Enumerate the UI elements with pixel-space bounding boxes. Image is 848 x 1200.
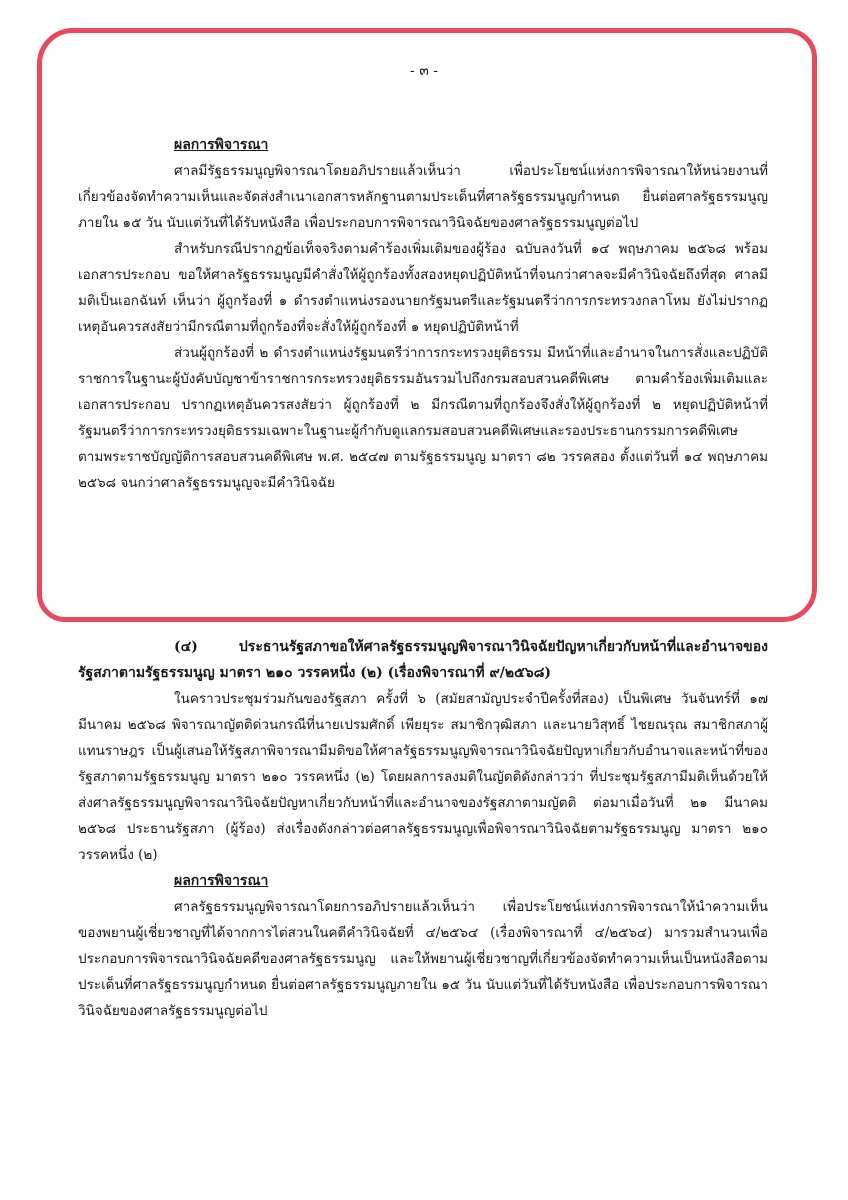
section-b-heading: ผลการพิจารณา bbox=[174, 873, 269, 889]
section-a-heading: ผลการพิจารณา bbox=[174, 137, 269, 153]
case-result-paragraph: ศาลรัฐธรรมนูญพิจารณาโดยการอภิปรายแล้วเห็นว่า เพื่อประโยชน์แห่งการพิจารณาให้นำความเห็นของพยานผู้เชี่ยวชาญที่ได้จากการไต่สวนในคดีคำวินิจฉัยที่ ๔/๒๕๖๔ (เรื่องพิจารณาที่ ๔/๒๕๖๔) มารวมสำนวนเพื่อประกอบการพิจารณาวินิจฉัยคดีของศาลรัฐธรรมนูญ และให้พยานผู้เชี่ยวชาญที่เกี่ยวข้องจัดทำความเห็นเป็นหนังสือตามประเด็นที่ศาลรัฐธรรมนูญกำหนด ยื่นต่อศาลรัฐธรรมนูญภายใน ๑๕ วัน นับแต่วันที่ได้รับหนังสือ เพื่อประกอบการพิจารณาวินิจฉัยของศาลรัฐธรรมนูญต่อไป bbox=[78, 899, 768, 1019]
section-a-paragraph-2: สำหรับกรณีปรากฏข้อเท็จจริงตามคำร้องเพิ่มเติมของผู้ร้อง ฉบับลงวันที่ ๑๔ พฤษภาคม ๒๕๖๘ พร้อมเอกสารประกอบ ขอให้ศาลรัฐธรรมนูญมีคำสั่งให้ผู้ถูกร้องทั้งสองหยุดปฏิบัติหน้าที่จนกว่าศาลจะมีคำวินิจฉัยถึงที่สุด ศาลมีมติเป็นเอกฉันท์ เห็นว่า ผู้ถูกร้องที่ ๑ ดำรงตำแหน่งรองนายกรัฐมนตรีและรัฐมนตรีว่าการกระทรวงกลาโหม ยังไม่ปรากฏเหตุอันควรสงสัยว่ามีกรณีตามที่ถูกร้องที่จะสั่งให้ผู้ถูกร้องที่ ๑ หยุดปฏิบัติหน้าที่ bbox=[78, 241, 768, 335]
case-facts-paragraph: ในคราวประชุมร่วมกันของรัฐสภา ครั้งที่ ๖ (สมัยสามัญประจำปีครั้งที่สอง) เป็นพิเศษ วันจันทร์ที่ ๑๗ มีนาคม ๒๕๖๘ พิจารณาญัตติด่วนกรณีที่นายเปรมศักดิ์ เพียยุระ สมาชิกวุฒิสภา และนายวิสุทธิ์ ไชยณรุณ สมาชิกสภาผู้แทนราษฎร เป็นผู้เสนอให้รัฐสภาพิจารณามีมติขอให้ศาลรัฐธรรมนูญพิจารณาวินิจฉัยปัญหาเกี่ยวกับอำนาจและหน้าที่ของรัฐสภาตามรัฐธรรมนูญ มาตรา ๒๑๐ วรรคหนึ่ง (๒) โดยผลการลงมติในญัตติดังกล่าวว่า ที่ประชุมรัฐสภามีมติเห็นด้วยให้ส่งศาลรัฐธรรมนูญพิจารณาวินิจฉัยปัญหาเกี่ยวกับหน้าที่และอำนาจของรัฐสภาตามญัตติ ต่อมาเมื่อวันที่ ๒๑ มีนาคม ๒๕๖๘ ประธานรัฐสภา (ผู้ร้อง) ส่งเรื่องดังกล่าวต่อศาลรัฐธรรมนูญเพื่อพิจารณาวินิจฉัยตามรัฐธรรมนูญ มาตรา ๒๑๐ วรรคหนึ่ง (๒) bbox=[78, 691, 768, 863]
section-a-paragraph-1: ศาลมีรัฐธรรมนูญพิจารณาโดยอภิปรายแล้วเห็นว่า เพื่อประโยชน์แห่งการพิจารณาให้หน่วยงานที่เกี่ยวข้องจัดทำความเห็นและจัดส่งสำเนาเอกสารหลักฐานตามประเด็นที่ศาลรัฐธรรมนูญกำหนด ยื่นต่อศาลรัฐธรรมนูญภายใน ๑๕ วัน นับแต่วันที่ได้รับหนังสือ เพื่อประกอบการพิจารณาวินิจฉัยของศาลรัฐธรรมนูญต่อไป bbox=[78, 163, 768, 231]
section-a-paragraph-3: ส่วนผู้ถูกร้องที่ ๒ ดำรงตำแหน่งรัฐมนตรีว่าการกระทรวงยุติธรรม มีหน้าที่และอำนาจในการสั่งและปฏิบัติราชการในฐานะผู้บังคับบัญชาข้าราชการกระทรวงยุติธรรมอันรวมไปถึงกรมสอบสวนคดีพิเศษ ตามคำร้องเพิ่มเติมและเอกสารประกอบ ปรากฏเหตุอันควรสงสัยว่า ผู้ถูกร้องที่ ๒ มีกรณีตามที่ถูกร้องจึงสั่งให้ผู้ถูกร้องที่ ๒ หยุดปฏิบัติหน้าที่รัฐมนตรีว่าการกระทรวงยุติธรรมเฉพาะในฐานะผู้กำกับดูแลกรมสอบสวนคดีพิเศษและรองประธานกรรมการคดีพิเศษตามพระราชบัญญัติการสอบสวนคดีพิเศษ พ.ศ. ๒๕๔๗ ตามรัฐธรรมนูญ มาตรา ๘๒ วรรคสอง ตั้งแต่วันที่ ๑๔ พฤษภาคม ๒๕๖๘ จนกว่าศาลรัฐธรรมนูญจะมีคำวินิจฉัย bbox=[78, 345, 768, 491]
section-a-consideration-result bbox=[78, 132, 768, 496]
section-b-case-4 bbox=[78, 634, 768, 1024]
page-number: - ๓ - bbox=[410, 63, 438, 79]
case-title: (๔) ประธานรัฐสภาขอให้ศาลรัฐธรรมนูญพิจารณาวินิจฉัยปัญหาเกี่ยวกับหน้าที่และอำนาจของรัฐสภาตามรัฐธรรมนูญ มาตรา ๒๑๐ วรรคหนึ่ง (๒) (เรื่องพิจารณาที่ ๙/๒๕๖๘) bbox=[78, 639, 768, 681]
